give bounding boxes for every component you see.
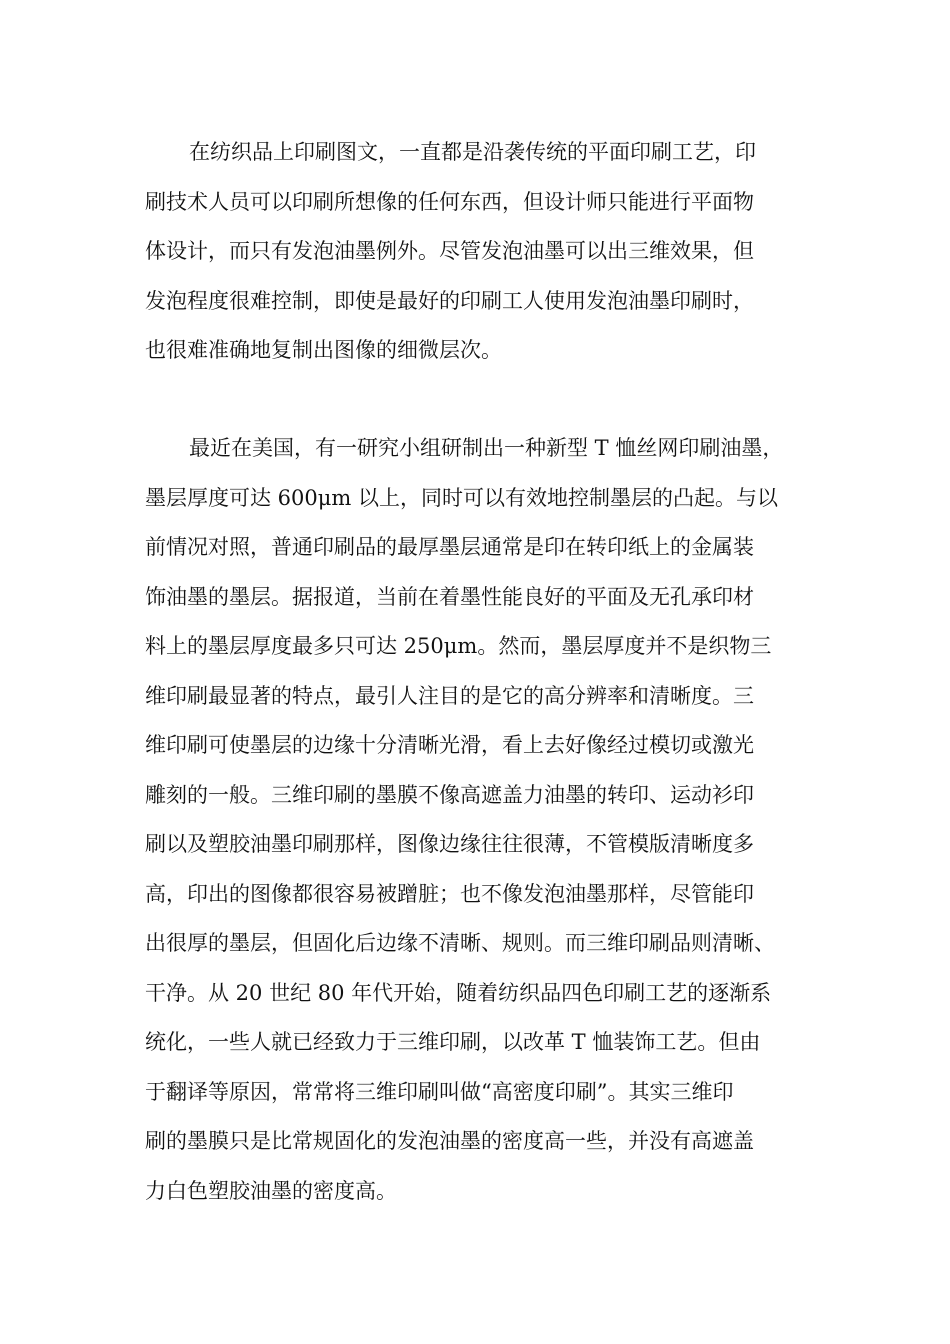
text-line: 在纺织品上印刷图文，一直都是沿袭传统的平面印刷工艺，印 — [189, 140, 756, 164]
text-line: 刷技术人员可以印刷所想像的任何东西，但设计师只能进行平面物 — [145, 189, 754, 214]
text-line: 饰油墨的墨层。据报道，当前在着墨性能良好的平面及无孔承印材 — [145, 584, 754, 609]
text-line: 体设计，而只有发泡油墨例外。尽管发泡油墨可以出三维效果，但 — [145, 239, 754, 263]
text-line: 统化，一些人就已经致力于三维印刷，以改革 T 恤装饰工艺。但由 — [145, 1030, 761, 1054]
text-line: 高，印出的图像都很容易被蹭脏；也不像发泡油墨那样，尽管能印 — [145, 881, 754, 906]
text-line: 力白色塑胶油墨的密度高。 — [145, 1178, 397, 1203]
text-line: 维印刷最显著的特点，最引人注目的是它的高分辨率和清晰度。三 — [145, 683, 754, 708]
text-line: 发泡程度很难控制，即使是最好的印刷工人使用发泡油墨印刷时， — [145, 288, 754, 313]
text-line: 料上的墨层厚度最多只可达 250μm。然而，墨层厚度并不是织物三 — [145, 634, 772, 658]
paragraph-2 — [145, 424, 815, 1216]
text-line: 于翻译等原因，常常将三维印刷叫做“高密度印刷”。其实三维印 — [145, 1079, 734, 1104]
text-line: 最近在美国，有一研究小组研制出一种新型 T 恤丝网印刷油墨， — [189, 436, 784, 460]
text-line: 刷的墨膜只是比常规固化的发泡油墨的密度高一些，并没有高遮盖 — [145, 1129, 754, 1153]
text-line: 刷以及塑胶油墨印刷那样，图像边缘往往很薄，不管模版清晰度多 — [145, 832, 754, 856]
paragraph-1 — [145, 128, 815, 376]
text-line: 出很厚的墨层，但固化后边缘不清晰、规则。而三维印刷品则清晰、 — [145, 931, 775, 955]
text-line: 干净。从 20 世纪 80 年代开始，随着纺织品四色印刷工艺的逐渐系 — [145, 980, 772, 1005]
text-line: 维印刷可使墨层的边缘十分清晰光滑，看上去好像经过模切或激光 — [145, 733, 754, 757]
text-line: 墨层厚度可达 600μm 以上，同时可以有效地控制墨层的凸起。与以 — [145, 485, 778, 510]
text-line: 雕刻的一般。三维印刷的墨膜不像高遮盖力油墨的转印、运动衫印 — [145, 782, 754, 807]
text-line: 也很难准确地复制出图像的细微层次。 — [145, 338, 502, 362]
text-line: 前情况对照，普通印刷品的最厚墨层通常是印在转印纸上的金属装 — [145, 535, 754, 559]
